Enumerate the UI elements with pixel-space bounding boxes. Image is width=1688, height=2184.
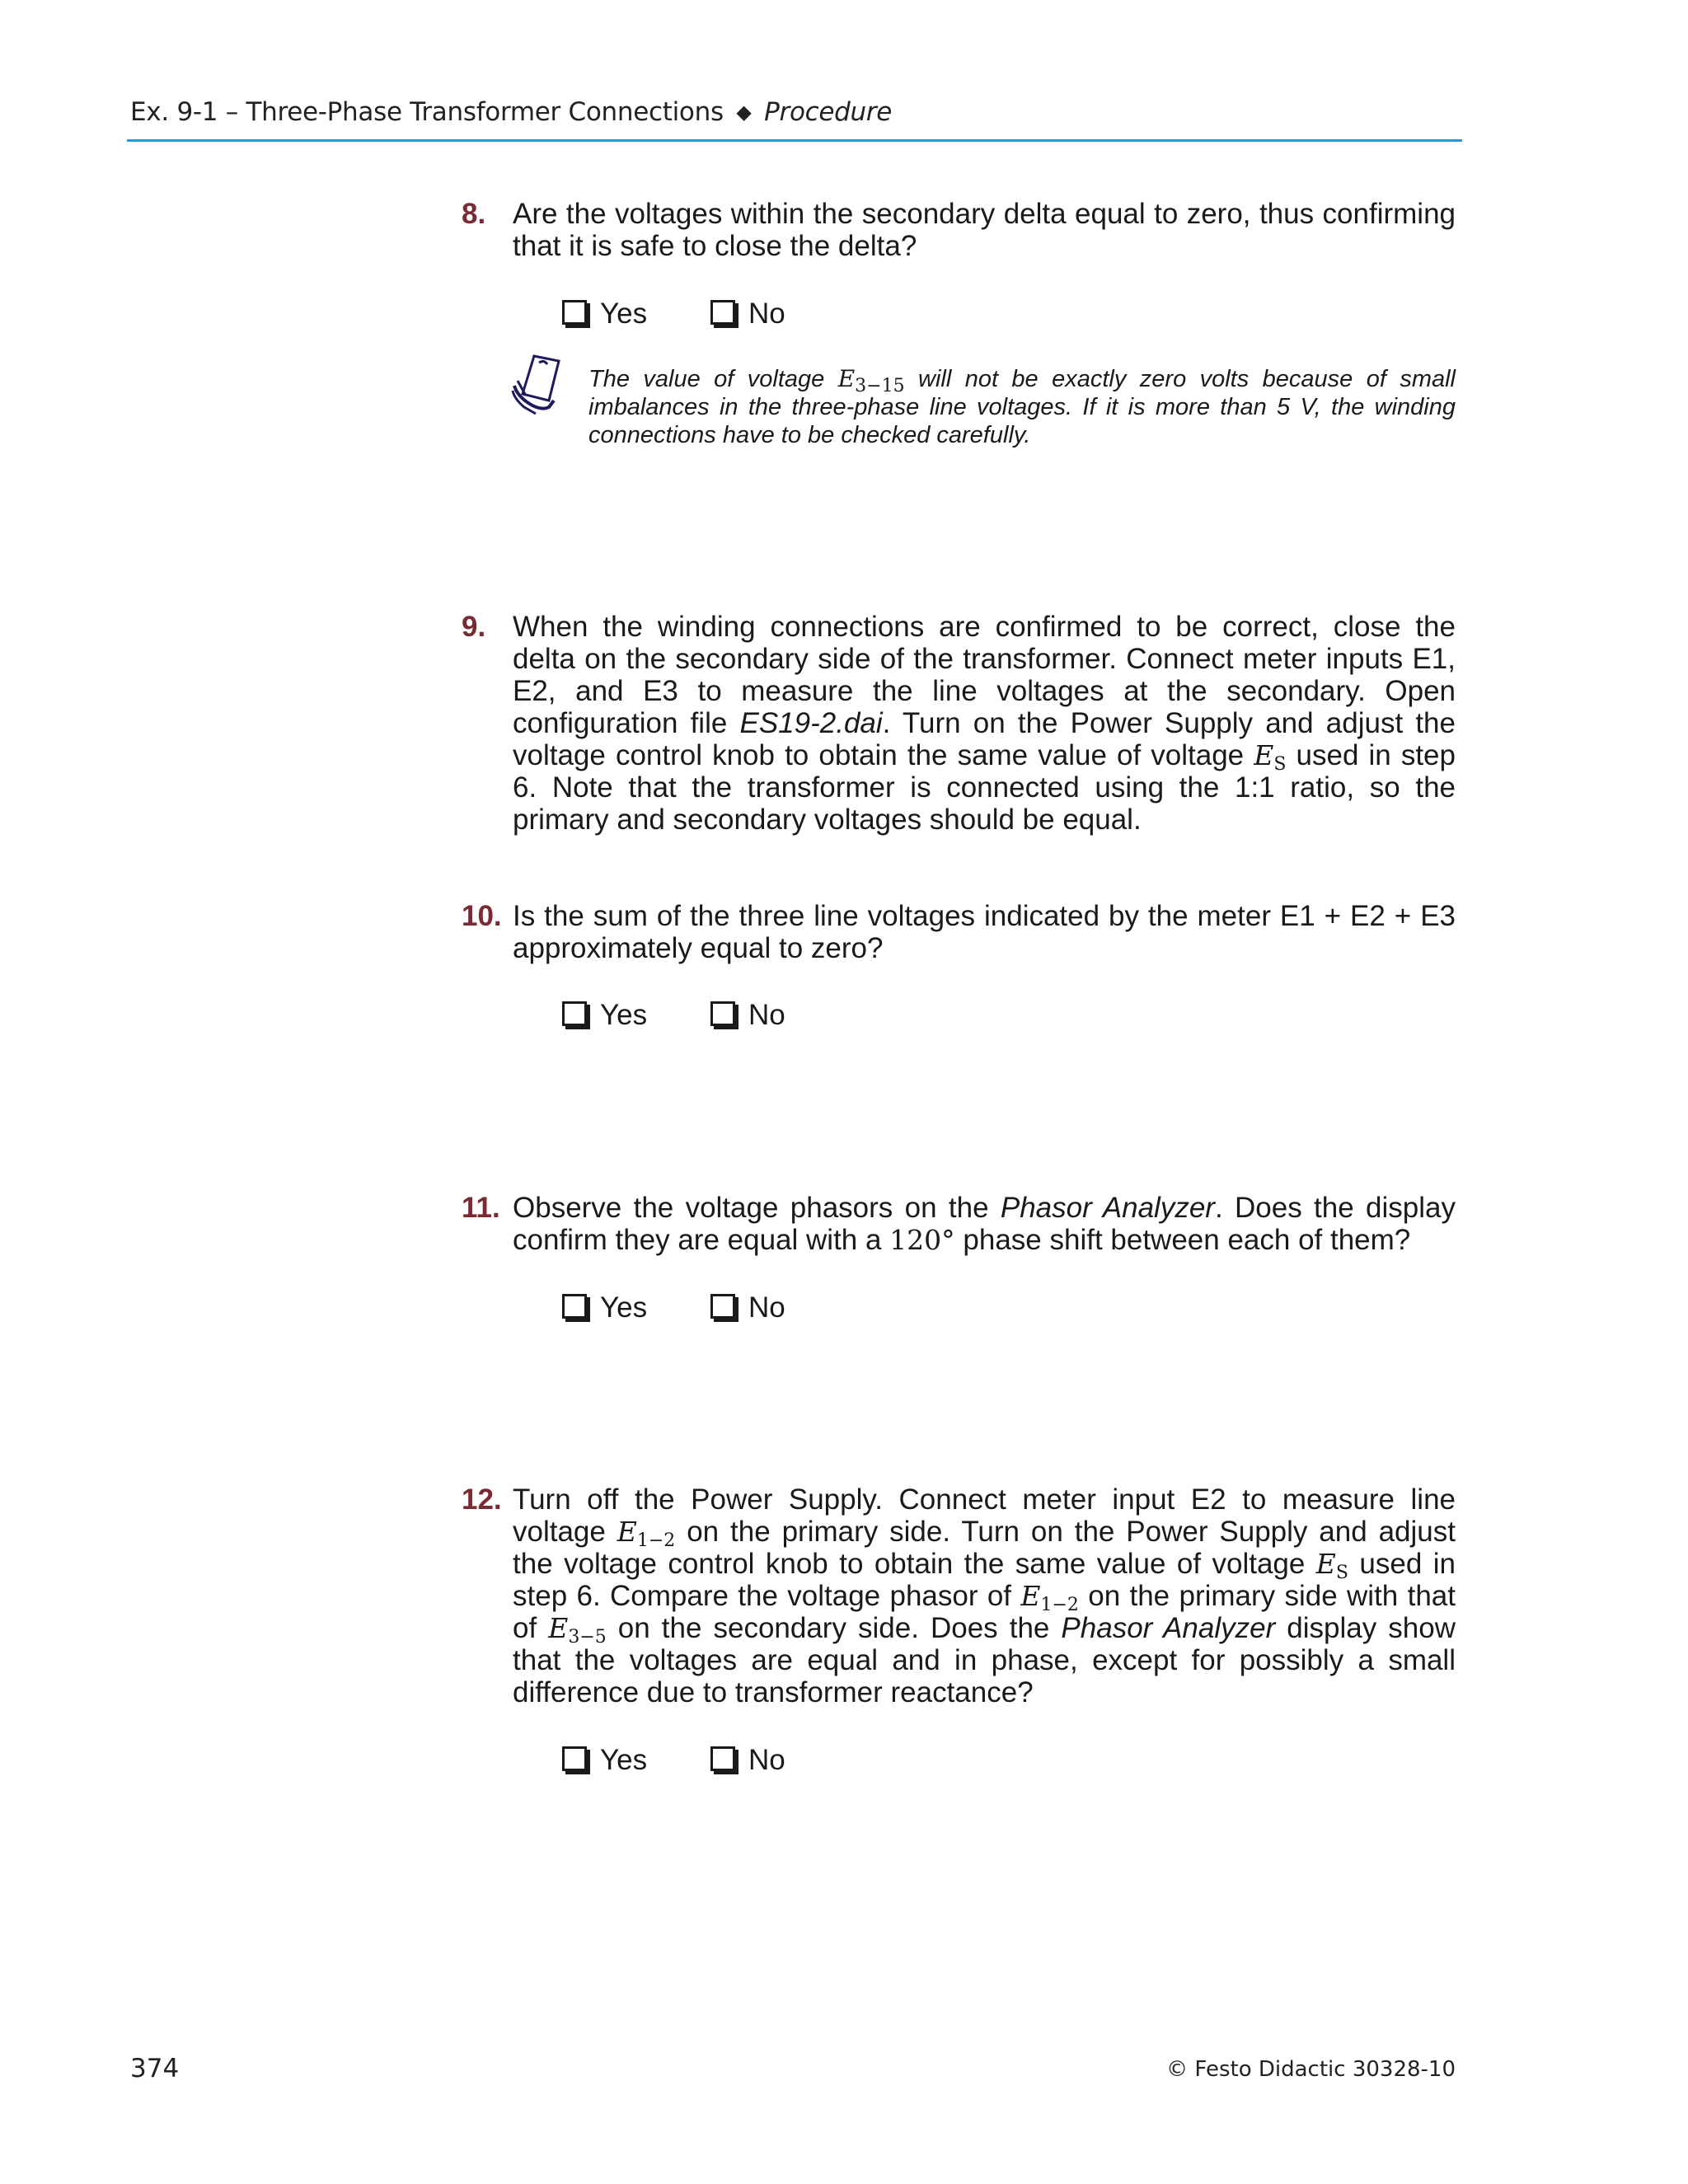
math-e1-2: $E_{1-2}$ (617, 1516, 676, 1551)
step-text: Turn off the Power Supply. Connect meter input E2 to measure line voltage $E_{1-2}$ on the primary side. Turn on the Power Supply and adjust the voltage control knob to obtain the same value of voltage $E_S$ used in step 6. Compare the voltage phasor of $E_{1-2}$ on the primary side with that of $E_{3-5}$ on the secondary side. Does the Phasor Analyzer display show that the voltages are equal and in phase, except for possibly a small difference due to transformer reactance? (513, 1483, 1456, 1708)
yes-checkbox[interactable]: Yes (562, 1744, 647, 1777)
header-exercise: Ex. 9-1 – Three-Phase Transformer Connections (130, 97, 724, 127)
step-number: 9. (462, 611, 486, 643)
copyright: © Festo Didactic 30328-10 (1166, 2057, 1456, 2082)
step-text: Observe the voltage phasors on the Phasor Analyzer. Does the display confirm they are equal with a 120° phase shift between each of them? (513, 1192, 1456, 1256)
step-9 (462, 611, 1456, 836)
no-checkbox[interactable]: No (710, 1291, 785, 1324)
math-es: $E_S$ (1254, 739, 1287, 775)
header-rule (127, 139, 1462, 142)
step-number: 11. (462, 1192, 500, 1224)
checkbox-icon (710, 1746, 735, 1771)
yes-checkbox[interactable]: Yes (562, 999, 647, 1032)
config-file-name: ES19-2.dai (739, 707, 883, 739)
phasor-analyzer-name: Phasor Analyzer (1000, 1192, 1215, 1224)
step-8 (462, 198, 1456, 262)
step-text: When the winding connections are confirmed to be correct, close the delta on the secondary side of the transformer. Connect meter inputs E1, E2, and E3 to measure the line voltages at the secondary. Open configuration file ES19-2.dai. Turn on the Power Supply and adjust the voltage control knob to obtain the same value of voltage $E_S$ used in step 6. Note that the transformer is connected using the 1:1 ratio, so the primary and secondary voltages should be equal. (513, 611, 1456, 836)
phasor-analyzer-name: Phasor Analyzer (1061, 1612, 1276, 1644)
step-text: Are the voltages within the secondary delta equal to zero, thus confirming that it is safe to close the delta? (513, 198, 1456, 262)
checkbox-icon (562, 1294, 587, 1319)
no-checkbox[interactable]: No (710, 298, 785, 330)
step-11 (462, 1192, 1456, 1256)
step-10 (462, 900, 1456, 964)
checkbox-icon (710, 300, 735, 325)
checkbox-icon (710, 1001, 735, 1026)
note-text: The value of voltage $E_{3-15}$ will not be exactly zero volts because of small imbalances in the three-phase line voltages. If it is more than 5 V, the winding connections have to be checked carefully. (588, 365, 1456, 448)
yes-checkbox[interactable]: Yes (562, 1291, 647, 1324)
step-12 (462, 1483, 1456, 1708)
no-checkbox[interactable]: No (710, 1744, 785, 1777)
math-e1-2: $E_{1-2}$ (1020, 1580, 1079, 1615)
note-hand-icon (509, 353, 565, 415)
checkbox-icon (562, 300, 587, 325)
step-number: 12. (462, 1483, 502, 1516)
math-angle: 120° (889, 1224, 955, 1256)
step-text: Is the sum of the three line voltages indicated by the meter E1 + E2 + E3 approximately equal to zero? (513, 900, 1456, 964)
math-es: $E_S$ (1315, 1548, 1348, 1583)
running-header (130, 97, 1459, 127)
yes-checkbox[interactable]: Yes (562, 298, 647, 330)
header-section: Procedure (764, 97, 893, 127)
no-checkbox[interactable]: No (710, 999, 785, 1032)
diamond-separator-icon: ◆ (736, 101, 752, 124)
page-number: 374 (130, 2054, 180, 2083)
math-e3-15: $E_{3-15}$ (837, 365, 905, 396)
checkbox-icon (562, 1001, 587, 1026)
step-number: 10. (462, 900, 502, 932)
math-e3-5: $E_{3-5}$ (548, 1612, 607, 1647)
step-number: 8. (462, 198, 486, 230)
checkbox-icon (710, 1294, 735, 1319)
checkbox-icon (562, 1746, 587, 1771)
